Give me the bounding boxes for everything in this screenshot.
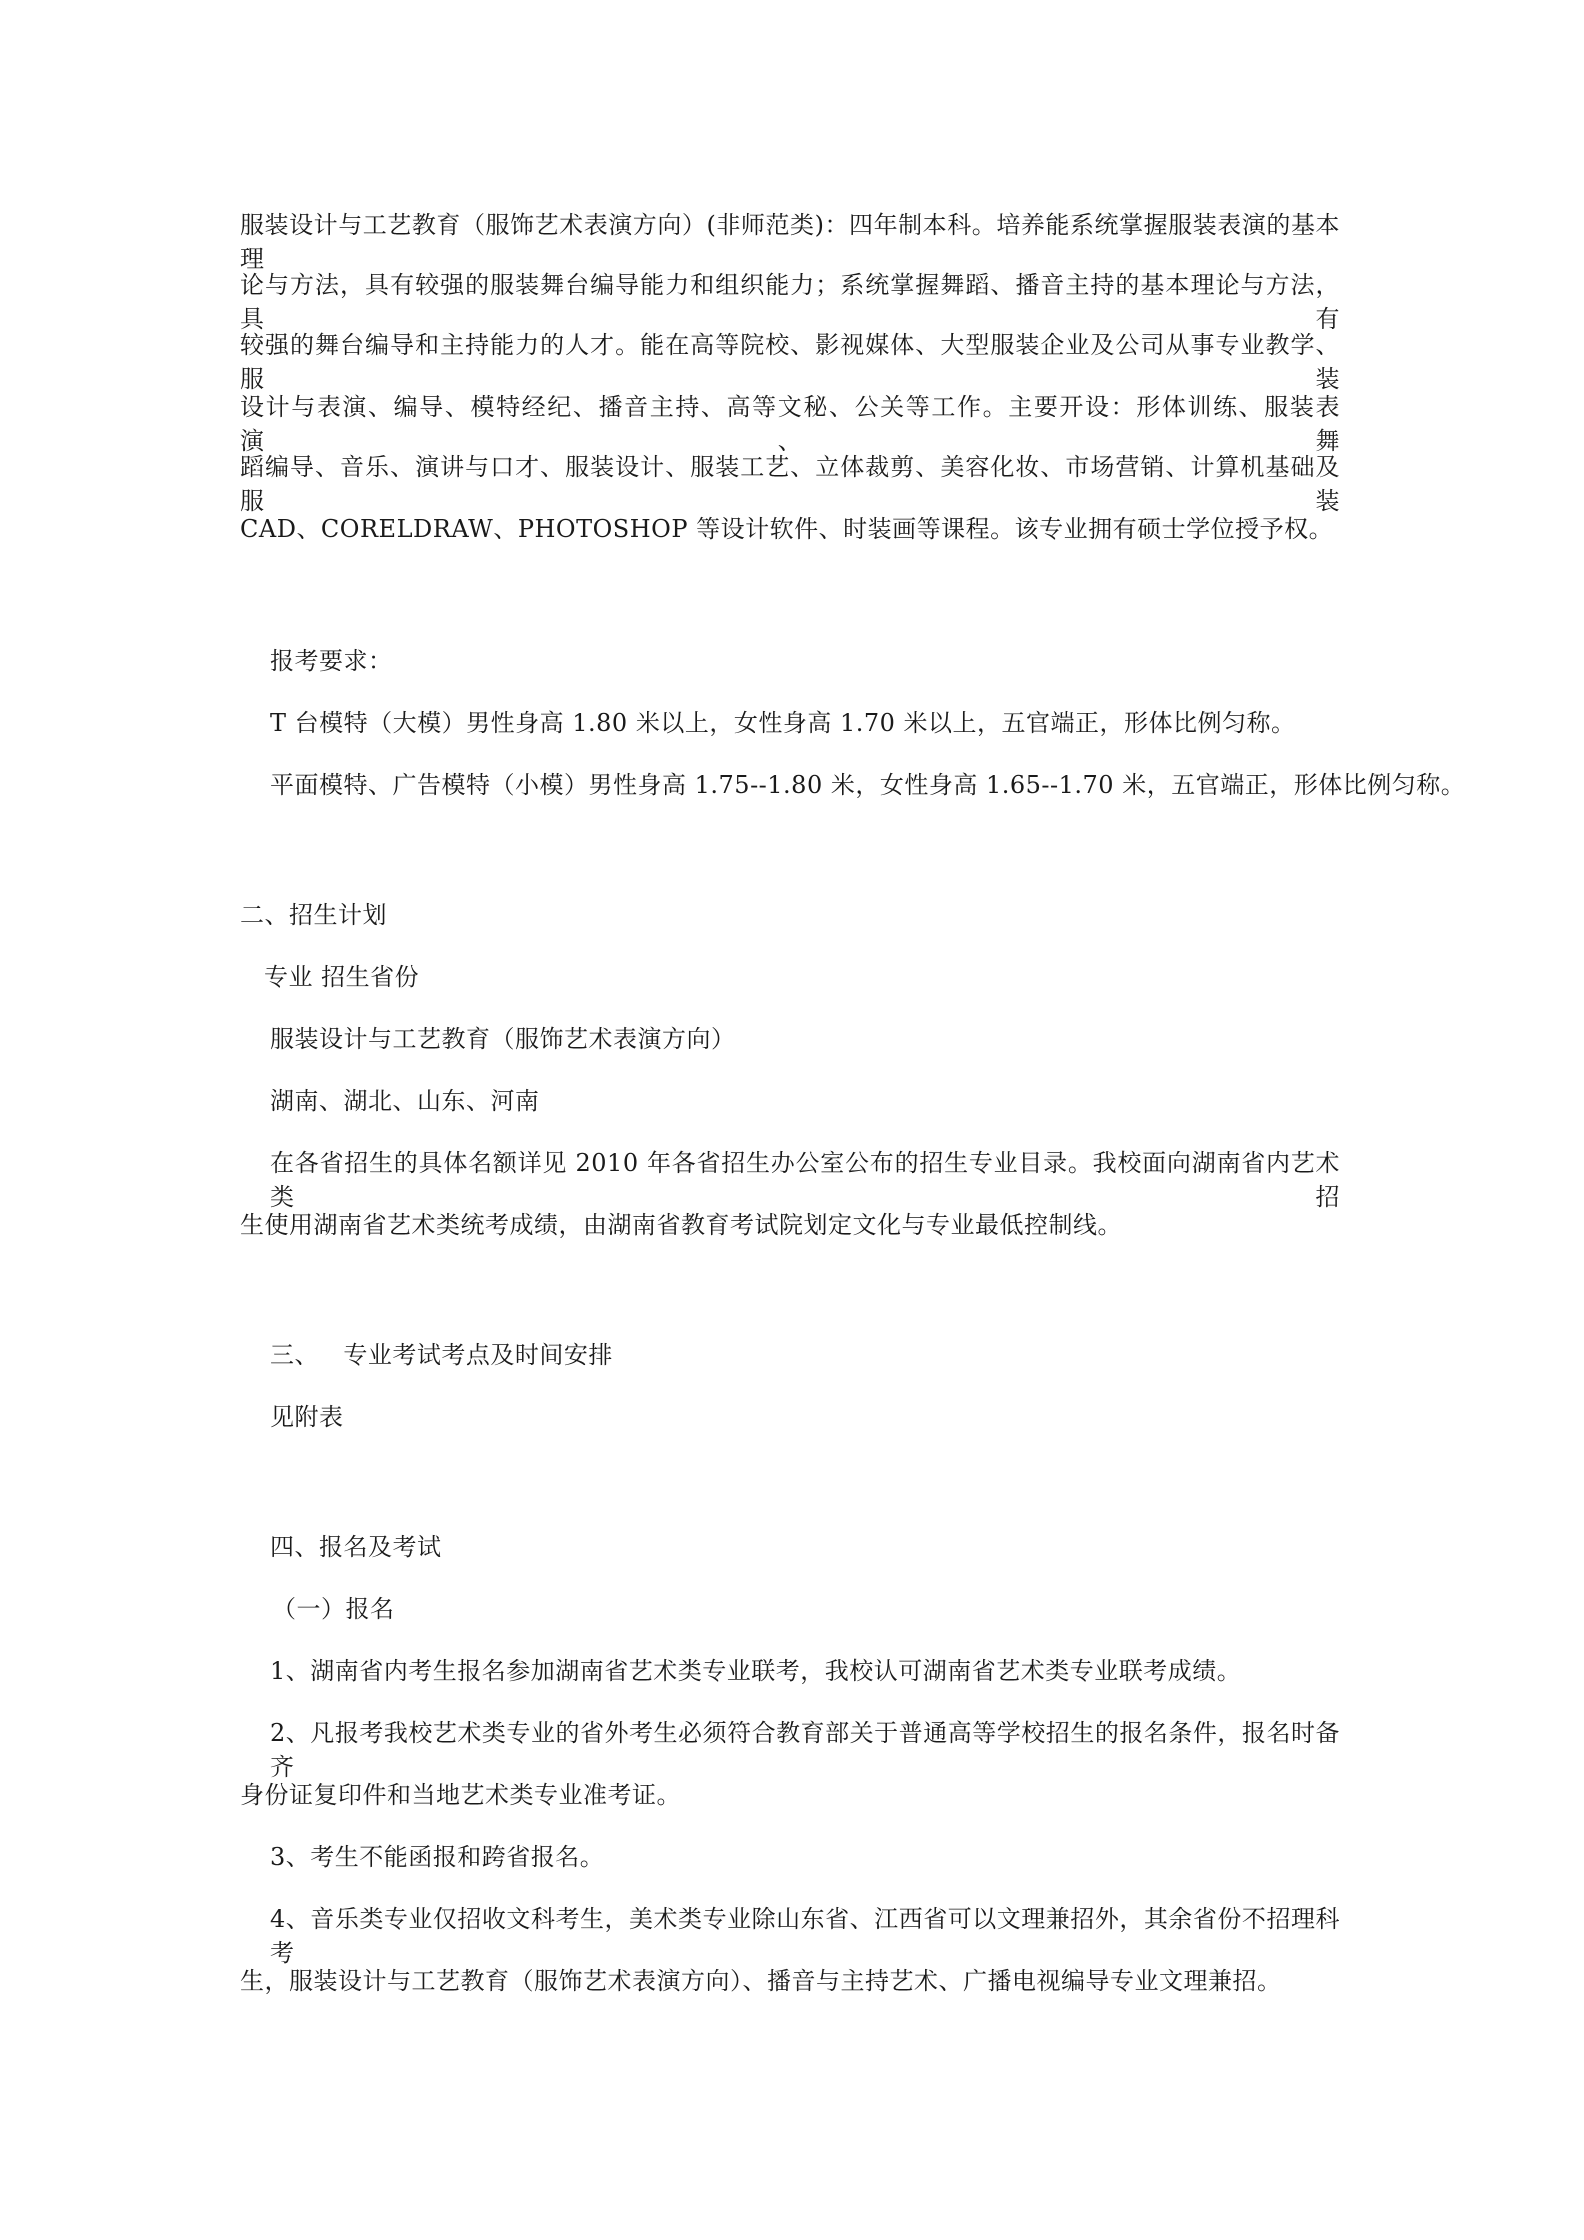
requirement-item-2: 平面模特、广告模特（小模）男性身高 1.75--1.80 米，女性身高 1.65--1.70 米，五官端正，形体比例匀称。 bbox=[270, 771, 1466, 799]
registration-item-3: 3、考生不能函报和跨省报名。 bbox=[270, 1843, 605, 1871]
section-4-heading: 四、报名及考试 bbox=[270, 1533, 442, 1561]
registration-item-1: 1、湖南省内考生报名参加湖南省艺术类专业联考，我校认可湖南省艺术类专业联考成绩。 bbox=[270, 1657, 1242, 1685]
requirement-item-1: T 台模特（大模）男性身高 1.80 米以上，女性身高 1.70 米以上，五官端正，形体比例匀称。 bbox=[270, 709, 1296, 737]
enrollment-note-line-1: 在各省招生的具体名额详见 2010 年各省招生办公室公布的招生专业目录。我校面向湖南省内艺术类招 bbox=[270, 1149, 1340, 1211]
section-4-subheading: （一）报名 bbox=[272, 1595, 395, 1623]
requirements-heading: 报考要求： bbox=[270, 647, 393, 675]
registration-item-2-line-2: 身份证复印件和当地艺术类专业准考证。 bbox=[240, 1781, 681, 1809]
intro-line-2: 论与方法，具有较强的服装舞台编导能力和组织能力；系统掌握舞蹈、播音主持的基本理论与方法，具有 bbox=[240, 271, 1340, 333]
section-3-body: 见附表 bbox=[270, 1403, 344, 1431]
intro-line-5: 蹈编导、音乐、演讲与口才、服装设计、服装工艺、立体裁剪、美容化妆、市场营销、计算机基础及服装 bbox=[240, 453, 1340, 515]
registration-item-4-line-2: 生，服装设计与工艺教育（服饰艺术表演方向）、播音与主持艺术、广播电视编导专业文理兼招。 bbox=[240, 1967, 1282, 1995]
enrollment-note-line-2: 生使用湖南省艺术类统考成绩，由湖南省教育考试院划定文化与专业最低控制线。 bbox=[240, 1211, 1122, 1239]
intro-line-6: CAD、CORELDRAW、PHOTOSHOP 等设计软件、时装画等课程。该专业拥有硕士学位授予权。 bbox=[240, 515, 1334, 543]
registration-item-4-line-1: 4、音乐类专业仅招收文科考生，美术类专业除山东省、江西省可以文理兼招外，其余省份不招理科考 bbox=[270, 1905, 1340, 1967]
enrollment-major: 服装设计与工艺教育（服饰艺术表演方向） bbox=[270, 1025, 736, 1053]
enrollment-table-header: 专业 招生省份 bbox=[264, 963, 420, 991]
enrollment-provinces: 湖南、湖北、山东、河南 bbox=[270, 1087, 540, 1115]
intro-line-1: 服装设计与工艺教育（服饰艺术表演方向）(非师范类)：四年制本科。培养能系统掌握服装表演的基本理 bbox=[240, 211, 1340, 273]
registration-item-2-line-1: 2、凡报考我校艺术类专业的省外考生必须符合教育部关于普通高等学校招生的报名条件，报名时备齐 bbox=[270, 1719, 1340, 1781]
intro-line-3: 较强的舞台编导和主持能力的人才。能在高等院校、影视媒体、大型服装企业及公司从事专业教学、服装 bbox=[240, 331, 1340, 393]
section-3-heading: 三、 专业考试考点及时间安排 bbox=[270, 1341, 613, 1369]
section-2-heading: 二、招生计划 bbox=[240, 901, 387, 929]
intro-line-4: 设计与表演、编导、模特经纪、播音主持、高等文秘、公关等工作。主要开设：形体训练、服装表演、舞 bbox=[240, 393, 1340, 455]
